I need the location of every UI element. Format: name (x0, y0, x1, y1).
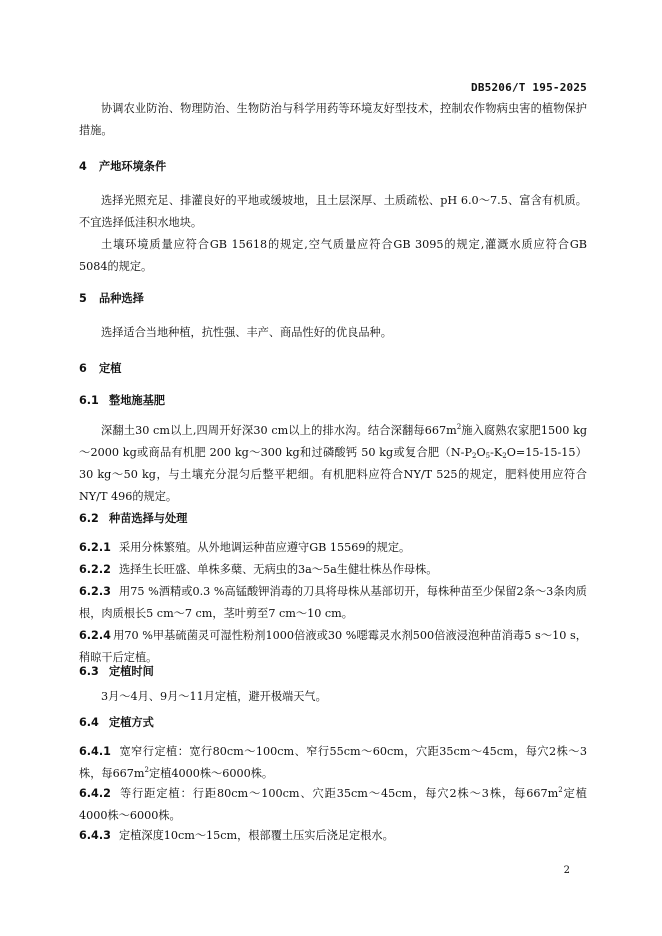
subsection-6-1-paragraph: 深翻土30 cm以上,四周开好深30 cm以上的排水沟。结合深翻每$667m^2$施入腐熟农家肥1500 kg～2000 kg或商品有机肥 200 kg～300 kg和过磷酸钙 50 kg或复合肥$(N-P_2O_5-K_2O=15-15-15)30$ kg～50 kg，与土壤充分混匀后整平耙细。有机肥料应符合NY/T 525的规定，肥料使用应符合NY/T 496的规定。 (79, 423, 588, 503)
subsection-6-3-paragraph: 3月～4月、9月～11月定植，避开极端天气。 (101, 690, 327, 703)
subsection-number: 6.1 (79, 394, 99, 407)
subsection-title: 定植方式 (109, 716, 154, 729)
section-4-heading (79, 161, 166, 172)
document-id: DB5206/T 195-2025 (471, 81, 587, 94)
subsection-6-4-heading (79, 717, 154, 728)
section-title: 品种选择 (99, 292, 144, 305)
clause-6-2-2: 6.2.2 选择生长旺盛、单株多蘖、无病虫的3a～5a生健壮株丛作母株。 (79, 563, 438, 576)
subsection-6-3-heading (79, 666, 154, 677)
subsection-number: 6.2 (79, 512, 99, 525)
section-title: 定植 (99, 362, 122, 375)
page-number: 2 (563, 865, 570, 876)
subsection-number: 6.4 (79, 716, 99, 729)
clause-6-2-3: 6.2.3 用75 %酒精或0.3 %高锰酸钾消毒的刀具将母株从基部切开，每株种苗至少保留2条～3条肉质根，肉质根长5 cm～7 cm，茎叶剪至7 cm～10 cm。 (79, 585, 587, 620)
clause-6-4-3: 6.4.3 定植深度10cm～15cm，根部覆土压实后浇足定根水。 (79, 829, 394, 842)
subsection-title: 整地施基肥 (109, 394, 165, 407)
subsection-title: 种苗选择与处理 (109, 512, 188, 525)
subsection-6-1-heading (79, 395, 165, 406)
section-5-paragraph: 选择适合当地种植，抗性强、丰产、商品性好的优良品种。 (101, 326, 392, 339)
section-number: 4 (79, 160, 87, 173)
section-number: 5 (79, 292, 87, 305)
clause-6-2-4: 6.2.4 用70 %甲基硫菌灵可湿性粉剂1000倍液或30 %噁霉灵水剂500倍液浸泡种苗消毒5 s～10 s，稍晾干后定植。 (79, 629, 587, 664)
section-title: 产地环境条件 (99, 160, 167, 173)
section-4-paragraph-1: 选择光照充足、排灌良好的平地或缓坡地，且土层深厚、土质疏松、pH 6.0～7.5、富含有机质。不宜选择低洼积水地块。 (79, 194, 587, 229)
section-6-heading (79, 363, 121, 374)
clause-6-4-1: 6.4.1 宽窄行定植：宽行80cm～100cm、窄行55cm～60cm，穴距35cm～45cm，每穴2株～3株，每$667m^2$定植4000株～6000株。 (79, 745, 587, 780)
section-5-heading (79, 293, 144, 304)
clause-6-4-2: 6.4.2 等行距定植：行距80cm～100cm、穴距35cm～45cm，每穴2株～3株，每$667m^2$定植4000株～6000株。 (79, 786, 587, 822)
section-4-paragraph-2: 土壤环境质量应符合GB 15618的规定,空气质量应符合GB 3095的规定,灌溉水质应符合GB 5084的规定。 (79, 238, 587, 273)
section-number: 6 (79, 362, 87, 375)
subsection-number: 6.3 (79, 665, 99, 678)
intro-paragraph: 协调农业防治、物理防治、生物防治与科学用药等环境友好型技术，控制农作物病虫害的植物保护措施。 (79, 102, 587, 137)
subsection-title: 定植时间 (109, 665, 154, 678)
subsection-6-2-heading (79, 513, 187, 524)
clause-6-2-1: 6.2.1 采用分株繁殖。从外地调运种苗应遵守GB 15569的规定。 (79, 541, 411, 554)
